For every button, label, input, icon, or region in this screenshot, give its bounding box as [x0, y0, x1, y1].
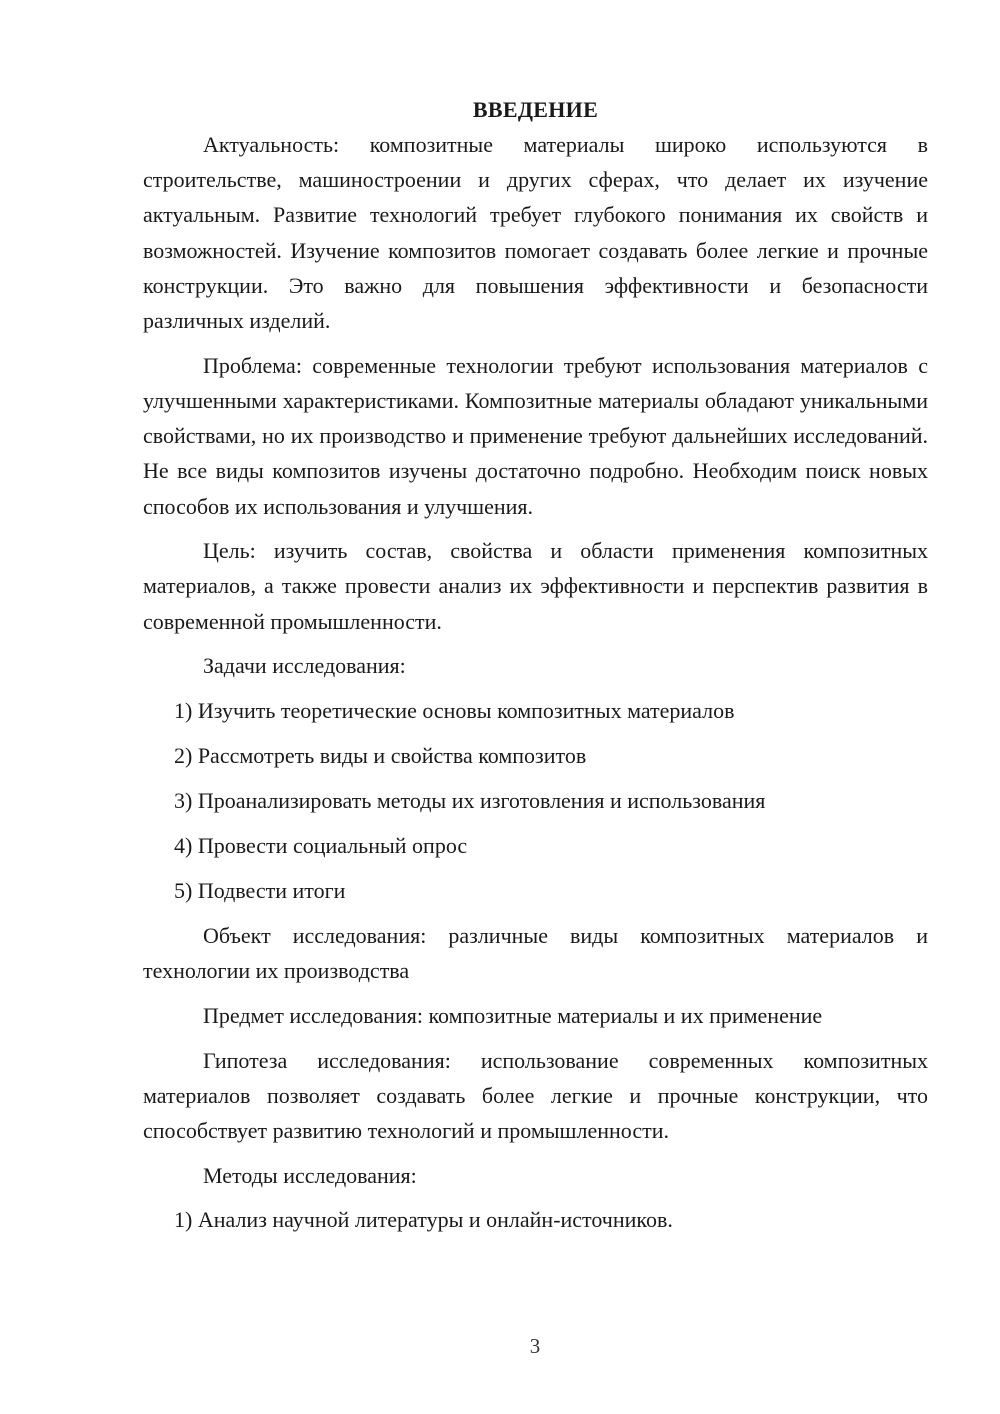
methods-list — [143, 1202, 928, 1237]
document-page — [143, 92, 928, 1247]
paragraph-goal: Цель: изучить состав, свойства и области применения композитных материалов, а также провести анализ их эффективности и перспектив развития в современной промышленности. — [143, 538, 928, 634]
paragraph-subject: Предмет исследования: композитные материалы и их применение — [203, 1002, 823, 1028]
tasks-list — [143, 693, 928, 908]
list-item-task-4: 4) Провести социальный опрос — [174, 833, 468, 859]
list-item-task-3: 3) Проанализировать методы их изготовления и использования — [174, 788, 766, 814]
page-number: 3 — [529, 1334, 541, 1358]
paragraph-relevance: Актуальность: композитные материалы широко используются в строительстве, машиностроении и других сферах, что делает их изучение актуальным. Развитие технологий требует глубокого понимания их свойств и возможностей. Изучение композитов помогает создавать более легкие и прочные конструкции. Это важно для повышения эффективности и безопасности различных изделий. — [143, 132, 928, 334]
paragraph-problem: Проблема: современные технологии требуют использования материалов с улучшенными характеристиками. Композитные материалы обладают уникальными свойствами, но их производство и применение требуют дальнейших исследований. Не все виды композитов изучены достаточно подробно. Необходим поиск новых способов их использования и улучшения. — [143, 352, 928, 519]
list-item-method-1: 1) Анализ научной литературы и онлайн-источников. — [174, 1207, 673, 1233]
page-title: ВВЕДЕНИЕ — [472, 97, 599, 122]
methods-title: Методы исследования: — [203, 1162, 417, 1188]
paragraph-hypothesis: Гипотеза исследования: использование современных композитных материалов позволяет создавать более легкие и прочные конструкции, что способствует развитию технологий и промышленности. — [143, 1047, 928, 1144]
paragraph-object: Объект исследования: различные виды композитных материалов и технологии их производства — [143, 923, 928, 984]
list-item-task-2: 2) Рассмотреть виды и свойства композитов — [174, 743, 587, 769]
list-item-task-1: 1) Изучить теоретические основы композитных материалов — [174, 698, 735, 724]
list-item-task-5: 5) Подвести итоги — [174, 878, 346, 904]
tasks-title: Задачи исследования: — [203, 653, 406, 679]
